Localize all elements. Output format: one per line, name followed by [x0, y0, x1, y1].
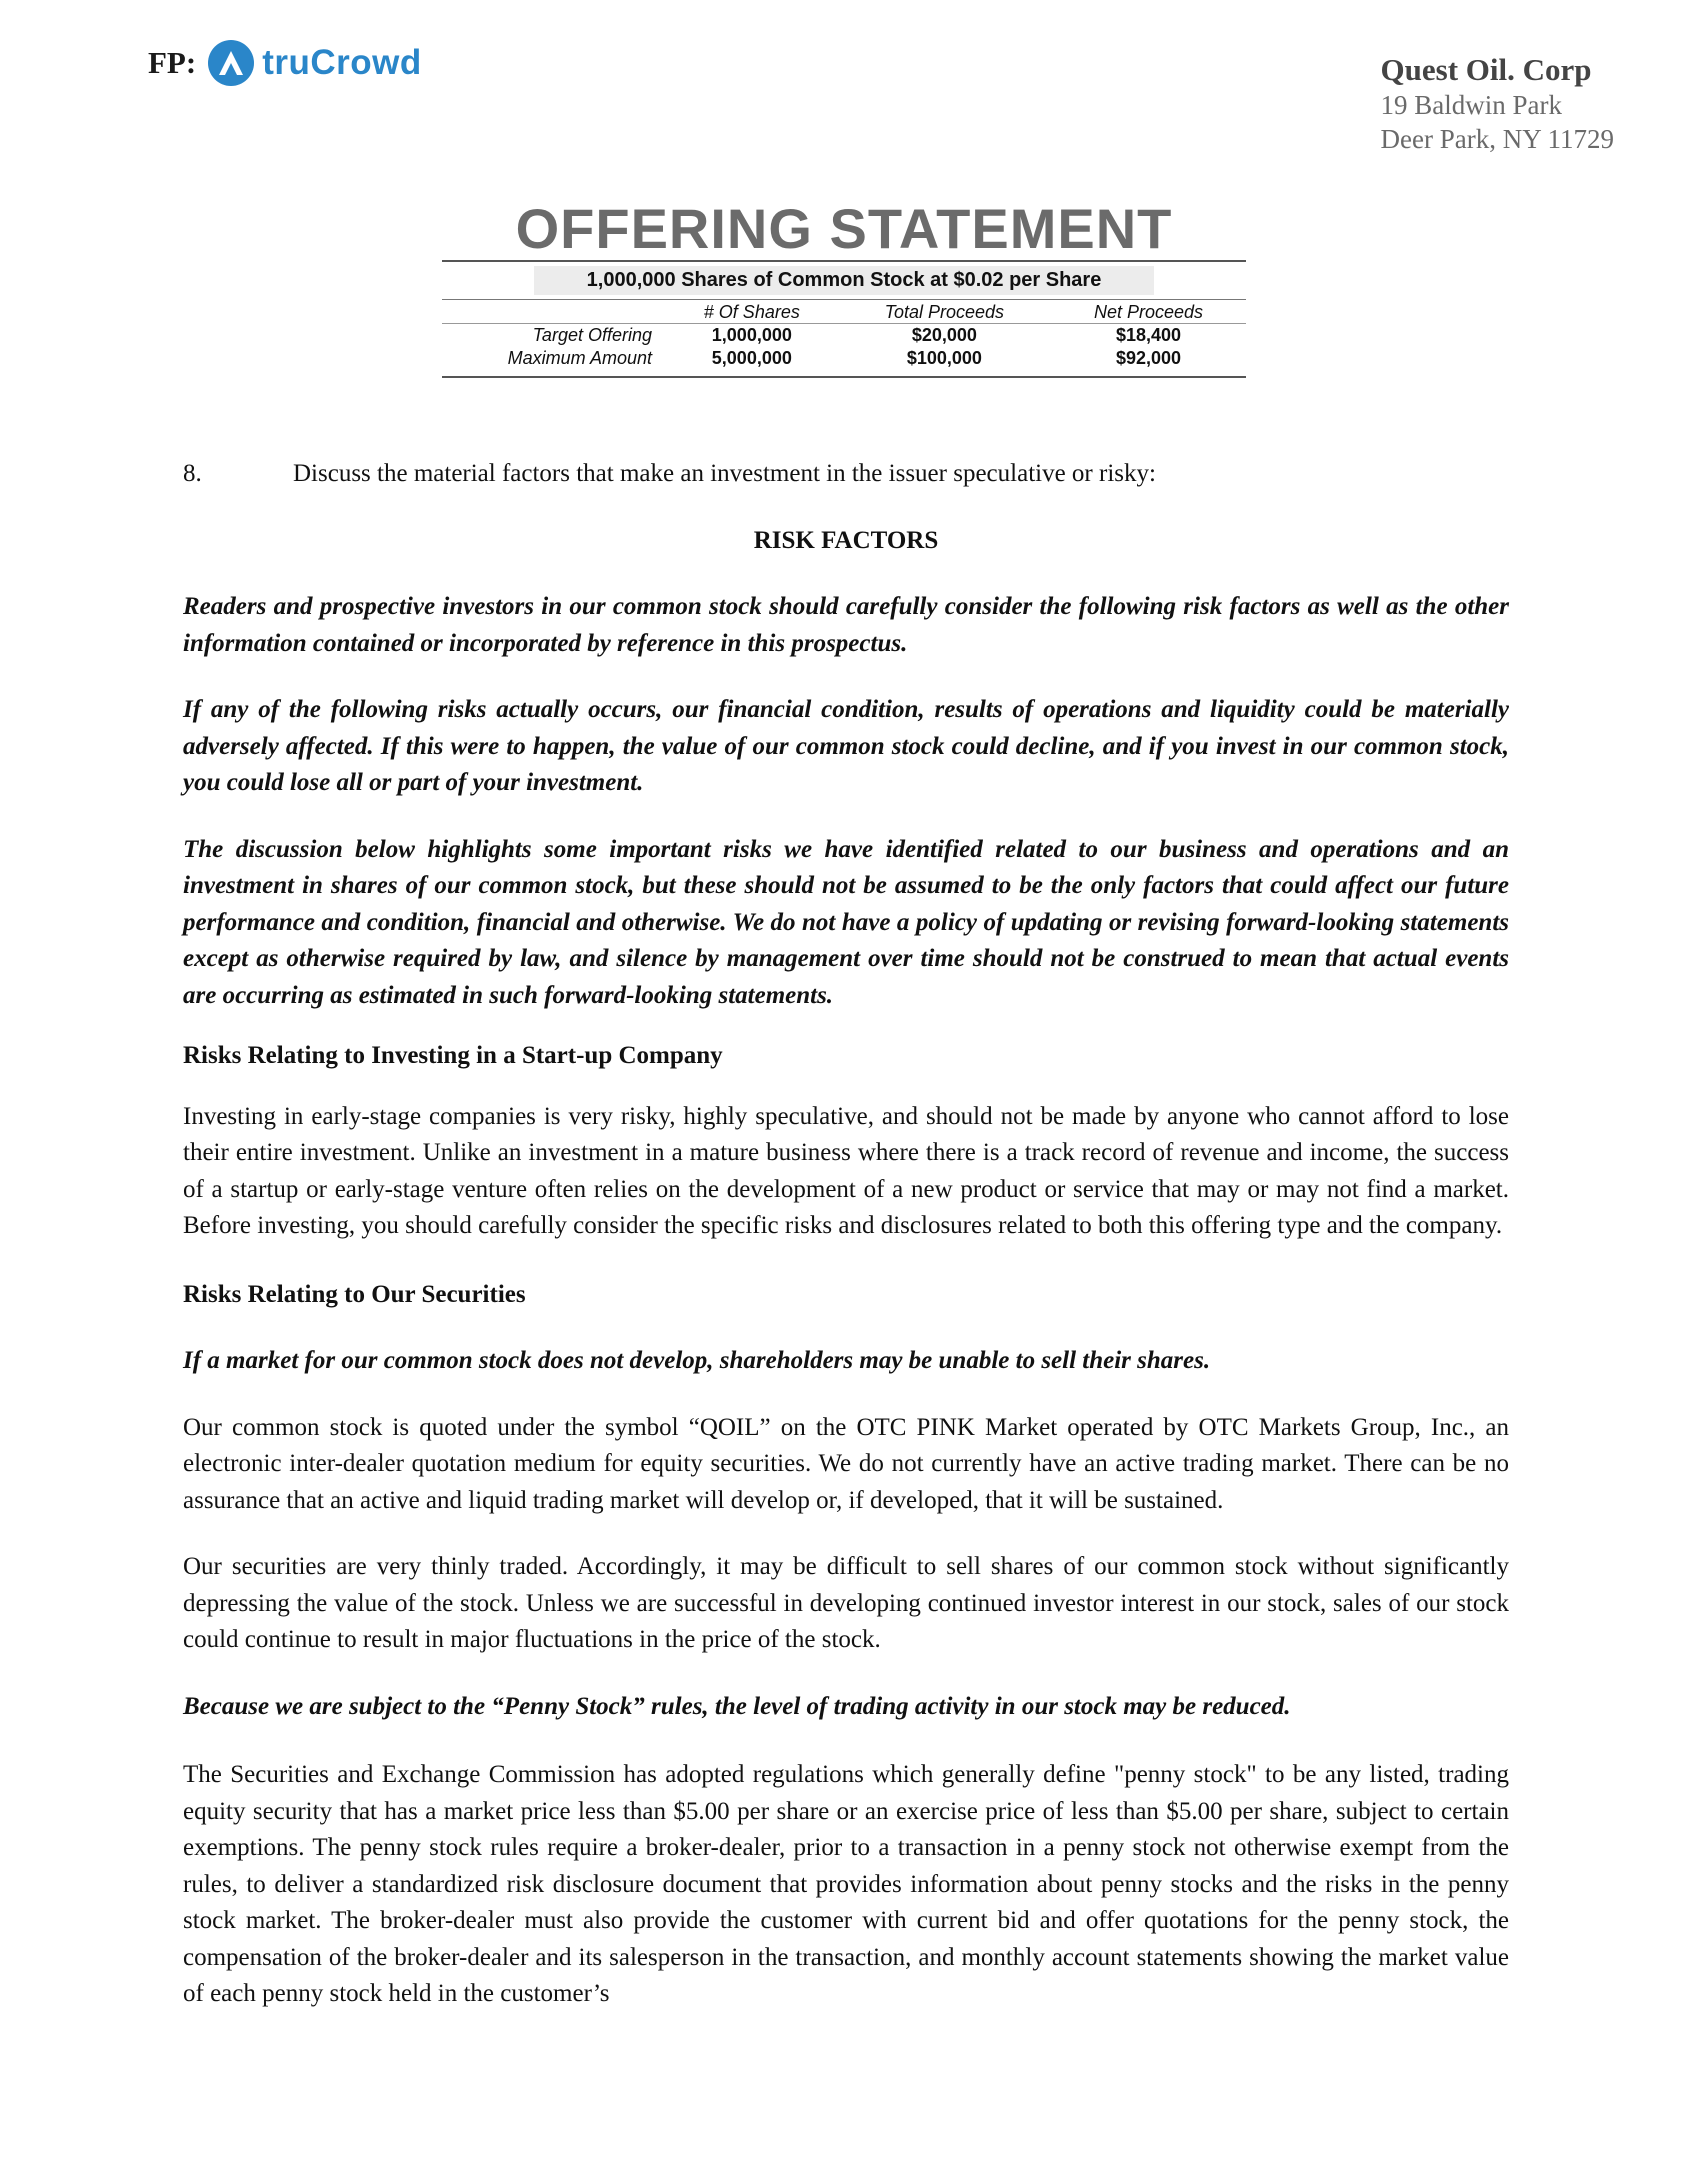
question-line — [183, 456, 1509, 493]
issuer-address-line1: 19 Baldwin Park — [1380, 90, 1563, 120]
question-number: 8. — [183, 460, 202, 487]
section-title: RISK FACTORS — [753, 526, 939, 554]
intro-paragraph-3: The discussion below highlights some important risks we have identified related to our business and operations and an investment in shares of our common stock, but these should not be assumed to be the only factors that could affect our future performance and condition, financial and otherwise. We do not have a policy of updating or revising forward-looking statements except as otherwise required by law, and silence by management over time should not be construed to mean that actual events are occurring as estimated in such forward-looking statements. — [183, 835, 1509, 1009]
row-label: Target Offering — [532, 325, 652, 345]
net-value: $18,400 — [1115, 325, 1182, 345]
row-label: Maximum Amount — [507, 348, 652, 368]
column-header-total: Total Proceeds — [884, 302, 1005, 322]
offering-table — [442, 300, 1246, 370]
paragraph-thin-trading: Our securities are very thinly traded. Accordingly, it may be difficult to sell shares of our common stock without significantly depressing the value of the stock. Unless we are successful in developing continued investor interest in our stock, sales of our stock could continue to result in major fluctuations in the price of the stock. — [183, 1553, 1509, 1653]
shares-value: 5,000,000 — [711, 348, 792, 368]
divider — [442, 260, 1246, 262]
subheading-market: If a market for our common stock does not develop, shareholders may be unable to sell their shares. — [183, 1347, 1211, 1374]
net-value: $92,000 — [1115, 348, 1182, 368]
brand-name: truCrowd — [262, 43, 422, 82]
offering-title: OFFERING STATEMENT — [515, 197, 1173, 260]
intro-paragraph-2: If any of the following risks actually occurs, our financial condition, results of operations and liquidity could be materially adversely affected. If this were to happen, the value of our common stock could decline, and if you invest in our common stock, you could lose all or part of your investment. — [183, 696, 1509, 796]
table-row — [442, 324, 1246, 348]
total-value: $100,000 — [906, 348, 982, 368]
paragraph-penny-stock: The Securities and Exchange Commission has adopted regulations which generally define "penny stock" to be any listed, trading equity security that has a market price less than $5.00 per share or an exercise price of less than $5.00 per share, subject to certain exemptions. The penny stock rules require a broker-dealer, prior to a transaction in a penny stock not otherwise exempt from the rules, to deliver a standardized risk disclosure document that provides information about penny stocks and the risks in the penny stock market. The broker-dealer must also provide the customer with current bid and offer quotations for the penny stock, the compensation of the broker-dealer and its salesperson in the transaction, and monthly account statements showing the market value of each penny stock held in the customer’s — [183, 1761, 1509, 2007]
fp-label: FP: — [148, 45, 197, 80]
paragraph-market: Our common stock is quoted under the symbol “QOIL” on the OTC PINK Market operated by OTC Markets Group, Inc., an electronic inter-dealer quotation medium for equity securities. We do not currently have an active trading market. There can be no assurance that an active and liquid trading market will develop or, if developed, that it will be sustained. — [183, 1413, 1509, 1514]
heading-startup-risks: Risks Relating to Investing in a Start-up Company — [183, 1042, 723, 1069]
heading-securities-risks: Risks Relating to Our Securities — [183, 1280, 526, 1308]
paragraph-startup: Investing in early-stage companies is very risky, highly speculative, and should not be made by anyone who cannot afford to lose their entire investment. Unlike an investment in a mature business where there is a track record of revenue and income, the success of a startup or early-stage venture often relies on the development of a new product or service that may or may not find a market. Before investing, you should carefully consider the specific risks and disclosures related to both this offering type and the company. — [183, 1102, 1509, 1239]
issuer-address-line2: Deer Park, NY 11729 — [1380, 124, 1614, 154]
divider — [442, 376, 1246, 378]
intro-paragraph-1: Readers and prospective investors in our common stock should carefully consider the following risk factors as well as the other information contained or incorporated by reference in this prospectus. — [183, 593, 1509, 657]
question-text: Discuss the material factors that make an investment in the issuer speculative or risky: — [293, 460, 1156, 487]
issuer-name: Quest Oil. Corp — [1380, 52, 1592, 87]
offering-subtitle: 1,000,000 Shares of Common Stock at $0.02 per Share — [534, 266, 1154, 295]
document-body — [183, 456, 1509, 2013]
column-header-net: Net Proceeds — [1094, 302, 1204, 322]
trucrowd-logo — [148, 38, 422, 88]
shares-value: 1,000,000 — [711, 325, 792, 345]
offering-summary — [442, 198, 1246, 378]
total-value: $20,000 — [911, 325, 977, 345]
trucrowd-mountain-icon — [206, 38, 256, 88]
issuer-address-block — [1381, 52, 1614, 156]
subheading-penny-stock: Because we are subject to the “Penny Stock” rules, the level of trading activity in our stock may be reduced. — [183, 1692, 1291, 1720]
column-header-shares: # Of Shares — [703, 302, 800, 322]
table-row — [442, 347, 1246, 370]
